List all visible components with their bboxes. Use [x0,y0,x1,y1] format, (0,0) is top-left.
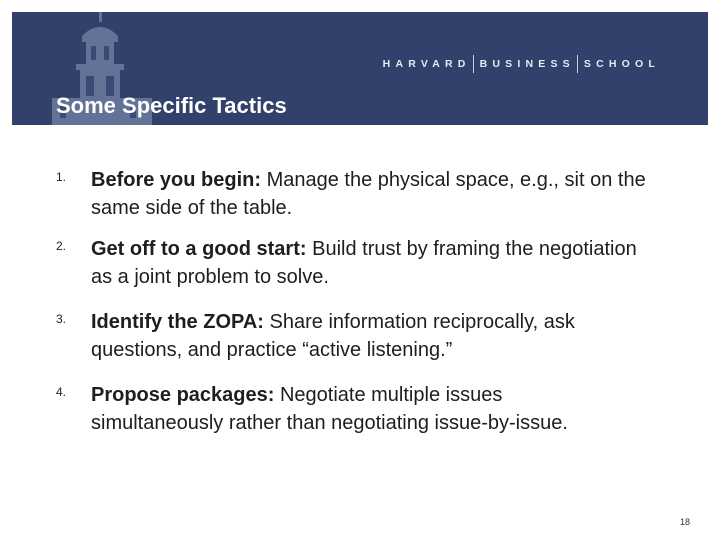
brand-divider [473,55,474,73]
item-number: 3. [56,312,67,326]
brand-word-business: BUSINESS [479,58,575,70]
item-body: Share information reciprocally, ask questions, and practice “active listening.” [91,311,575,361]
item-text [91,235,651,291]
item-lead: Before you begin: [91,169,262,191]
item-lead: Get off to a good start: [91,238,307,260]
page-number: 18 [679,517,690,527]
harvard-business-school-wordmark [383,55,660,73]
brand-word-harvard: HARVARD [382,58,471,70]
brand-word-school: SCHOOL [583,58,660,70]
item-lead: Identify the ZOPA: [91,311,264,333]
item-text [91,166,651,222]
item-body: Manage the physical space, e.g., sit on the same side of the table. [91,169,646,219]
item-body: Build trust by framing the negotiation as a joint problem to solve. [91,238,637,288]
item-number: 2. [56,239,67,253]
item-text [91,381,611,437]
brand-divider [577,55,578,73]
item-lead: Propose packages: [91,384,275,406]
item-number: 4. [56,385,67,399]
item-number: 1. [56,170,67,184]
item-text [91,308,651,364]
slide-title: Some Specific Tactics [56,93,287,118]
item-body: Negotiate multiple issues simultaneously rather than negotiating issue-by-issue. [91,384,568,434]
